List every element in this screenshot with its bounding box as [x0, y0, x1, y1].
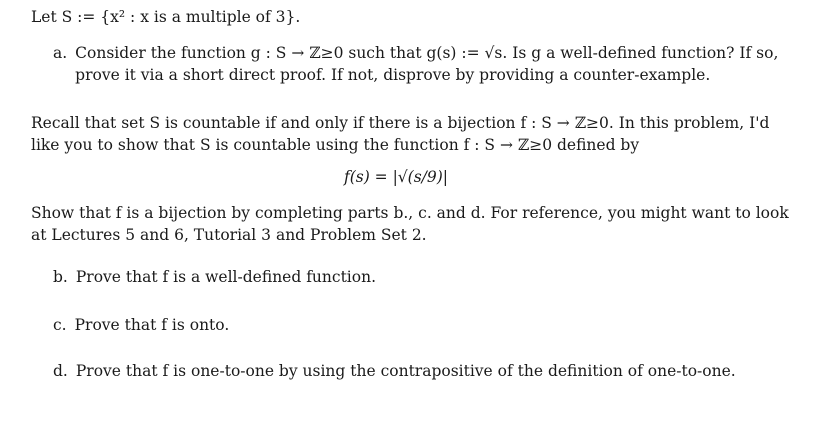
- part-a-line-2: prove it via a short direct proof. If not, disprove by providing a counter-example.: [75, 66, 711, 84]
- intro-text: Let S := {x² : x is a multiple of 3}.: [31, 8, 301, 26]
- part-b: [53, 266, 801, 288]
- part-a-label: a.: [53, 44, 68, 62]
- part-c-text: Prove that f is onto.: [74, 316, 230, 334]
- display-equation: [31, 166, 761, 188]
- display-equation-text: f(s) = |√(s/9)|: [343, 168, 449, 186]
- part-a-line-1: Consider the function g : S → ℤ≥0 such that g(s) := √s. Is g a well-defined function? If so,: [75, 44, 779, 62]
- part-b-label: b.: [53, 268, 68, 286]
- part-d-text: Prove that f is one-to-one by using the contrapositive of the definition of one-to-one.: [75, 362, 736, 380]
- part-d-label: d.: [53, 362, 68, 380]
- show-paragraph: [31, 202, 801, 246]
- intro-statement: [31, 6, 801, 28]
- recall-line-2: like you to show that S is countable using the function f : S → ℤ≥0 defined by: [31, 136, 640, 154]
- part-c: [53, 314, 801, 336]
- recall-line-1: Recall that set S is countable if and only if there is a bijection f : S → ℤ≥0. In this problem, I'd: [31, 114, 770, 132]
- show-line-2: at Lectures 5 and 6, Tutorial 3 and Problem Set 2.: [31, 226, 427, 244]
- show-line-1: Show that f is a bijection by completing parts b., c. and d. For reference, you might want to look: [31, 204, 789, 222]
- problem-document: [31, 6, 801, 382]
- recall-paragraph: [31, 112, 801, 156]
- part-a: [53, 42, 801, 86]
- part-d: [53, 360, 801, 382]
- part-c-label: c.: [53, 316, 67, 334]
- part-b-text: Prove that f is a well-defined function.: [75, 268, 377, 286]
